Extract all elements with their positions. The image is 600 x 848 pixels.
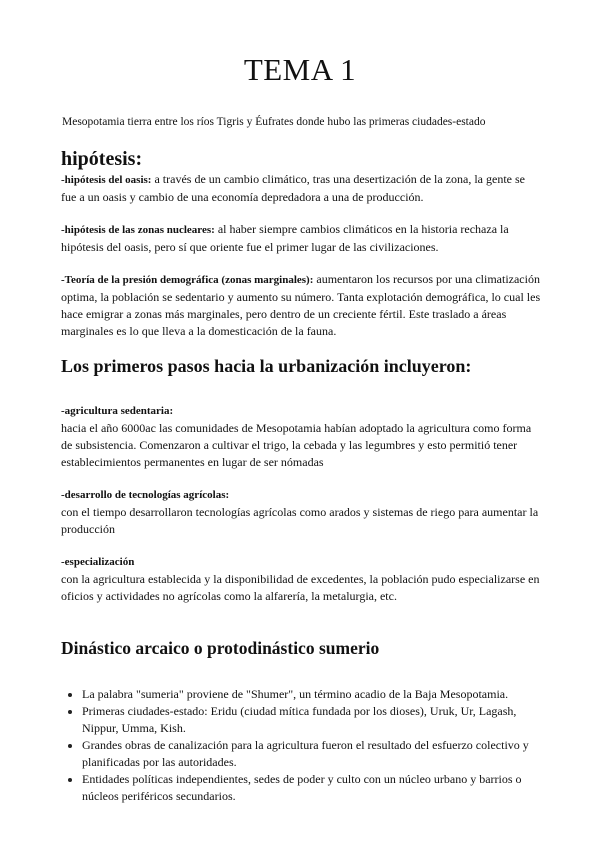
- hipotesis-oasis-text: a través de un cambio climático, tras una desertización de la zona, la gente se fue a un oasis y cambio de una economía depredadora a una de producción.: [61, 172, 525, 204]
- intro-text: Mesopotamia tierra entre los ríos Tigris y Éufrates donde hubo las primeras ciudades-estado: [62, 116, 486, 128]
- list-item-text: Grandes obras de canalización para la agricultura fueron el resultado del esfuerzo colectivo y planificadas por las autoridades.: [82, 738, 529, 769]
- list-item-text: Entidades políticas independientes, sedes de poder y culto con un núcleo urbano y barrios o núcleos periféricos secundarios.: [82, 772, 522, 803]
- hipotesis-heading: hipótesis:: [61, 148, 143, 170]
- list-item: [64, 737, 554, 771]
- list-item: [64, 771, 554, 805]
- pasos-heading: Los primeros pasos hacia la urbanización incluyeron:: [61, 356, 472, 376]
- hipotesis-oasis: [61, 171, 541, 206]
- teoria-presion-label: -Teoría de la presión demográfica (zonas marginales):: [61, 274, 314, 286]
- list-item-text: La palabra "sumeria" proviene de "Shumer", un término acadio de la Baja Mesopotamia.: [82, 687, 509, 701]
- especializacion-label: -especialización: [61, 556, 135, 568]
- bullet-icon: [68, 778, 72, 782]
- hipotesis-zonas-text: al haber siempre cambios climáticos en la historia rechaza la hipótesis del oasis, pero sí que oriente fue el primer lugar de las civilizaciones.: [61, 222, 509, 254]
- tecnologias-agricolas-label: -desarrollo de tecnologías agrícolas:: [61, 489, 230, 501]
- page-title: TEMA 1: [243, 52, 357, 87]
- agricultura-sedentaria-label: -agricultura sedentaria:: [61, 405, 174, 417]
- teoria-presion-text: aumentaron los recursos por una climatización optima, la población se sedentario y aumento su número. Tanta explotación demográfica, lo cual les hace emigrar a zonas más marginales, pero dentro de un creciente fértil. Este traslado a áreas marginales es lo que lleva a la domesticación de la fauna.: [61, 272, 541, 338]
- bullet-icon: [68, 744, 72, 748]
- list-item: [64, 703, 554, 737]
- tecnologias-agricolas: [61, 487, 541, 538]
- bullet-icon: [68, 693, 72, 697]
- especializacion-text: con la agricultura establecida y la disponibilidad de excedentes, la población pudo especializarse en oficios y actividades no agrícolas como la alfarería, la metalurgia, etc.: [61, 572, 540, 603]
- teoria-presion-demografica: [61, 271, 541, 340]
- hipotesis-zonas-label: -hipótesis de las zonas nucleares:: [61, 224, 215, 236]
- agricultura-sedentaria-text: hacia el año 6000ac las comunidades de Mesopotamia habían adoptado la agricultura como forma de subsistencia. Comenzaron a cultivar el trigo, la cebada y las legumbres y esto permitió tener establecimientos permanentes en lugar de ser nómadas: [61, 421, 532, 469]
- dinastico-bullet-list: [64, 686, 554, 805]
- dinastico-heading: Dinástico arcaico o protodinástico sumerio: [61, 638, 380, 658]
- agricultura-sedentaria: [61, 403, 541, 471]
- hipotesis-oasis-label: -hipótesis del oasis:: [61, 174, 152, 186]
- especializacion: [61, 554, 541, 605]
- bullet-icon: [68, 710, 72, 714]
- hipotesis-zonas-nucleares: [61, 221, 541, 256]
- list-item: [64, 686, 554, 703]
- tecnologias-agricolas-text: con el tiempo desarrollaron tecnologías agrícolas como arados y sistemas de riego para aumentar la producción: [61, 505, 539, 536]
- list-item-text: Primeras ciudades-estado: Eridu (ciudad mítica fundada por los dioses), Uruk, Ur, Lagash, Nippur, Umma, Kish.: [82, 704, 517, 735]
